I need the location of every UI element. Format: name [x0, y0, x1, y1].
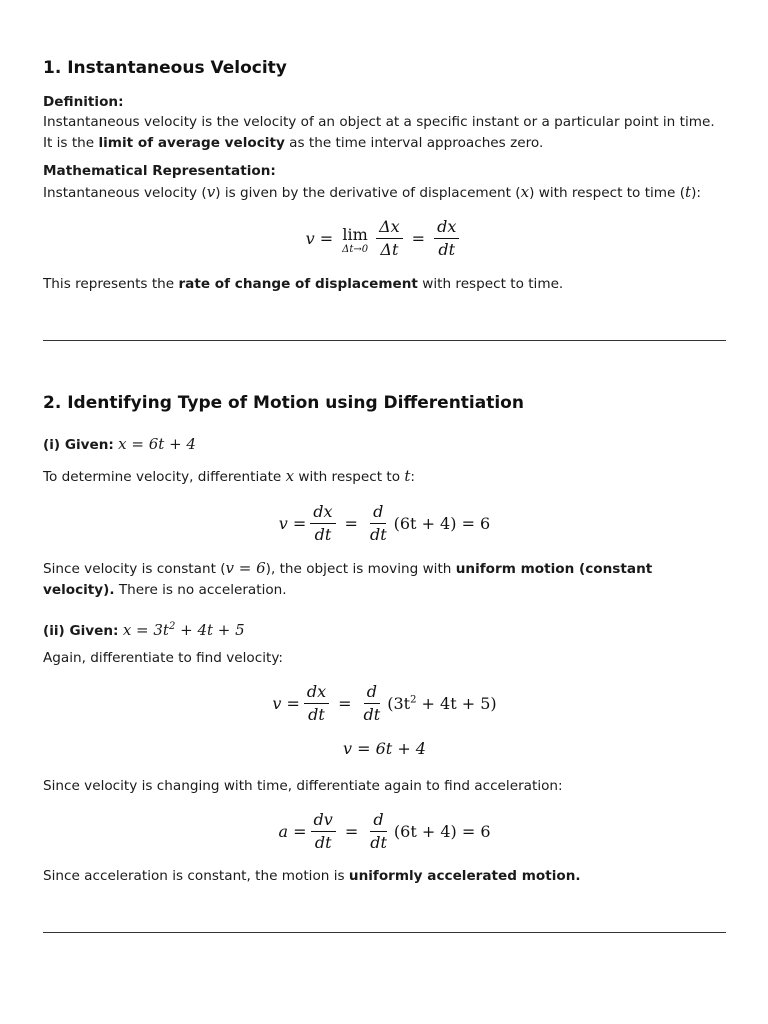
- diff-var-x: x: [285, 467, 295, 485]
- limit-label: lim: [342, 224, 368, 244]
- eq4-fraction-2: [367, 811, 390, 852]
- section-divider-1: [43, 340, 726, 341]
- given-1-expression: x = 6t + 4: [118, 435, 196, 453]
- eq-lhs: v: [305, 228, 315, 248]
- math-representation-text: [43, 182, 726, 204]
- limit-subscript: Δt→0: [342, 243, 369, 255]
- eq4-equals: =: [344, 821, 359, 841]
- derivative-fraction: [434, 218, 459, 259]
- eq1-denominator-1: dt: [314, 524, 332, 544]
- definition-bold: limit of average velocity: [98, 135, 285, 151]
- given-2-expression: [123, 621, 245, 639]
- definition-text-a: Instantaneous velocity is the velocity of an object at a specific instant or a particular point in time. It is the: [43, 114, 715, 151]
- eq1-rhs: (6t + 4) = 6: [393, 513, 491, 533]
- eq2-numerator-2: d: [364, 683, 380, 704]
- eq2-numerator-1: dx: [304, 683, 329, 704]
- math-var-x: x: [520, 183, 530, 201]
- definition-label: Definition:: [43, 94, 124, 110]
- uniform-acceleration-text: [43, 866, 581, 887]
- eq1-equals: =: [344, 513, 358, 533]
- eq4-numerator-1: dv: [311, 811, 336, 832]
- diff-text-b: with respect to: [294, 469, 405, 485]
- const-bold: uniform motion (constant velocity).: [43, 561, 653, 598]
- again-instruction: Again, differentiate to find velocity:: [43, 650, 283, 666]
- section-1-title: 1. Instantaneous Velocity: [43, 58, 287, 78]
- eq4-numerator-2: d: [370, 811, 386, 832]
- diff-text-a: To determine velocity, differentiate: [43, 469, 286, 485]
- eq4-denominator-2: dt: [370, 832, 387, 852]
- definition-text: [43, 112, 726, 154]
- acceleration-instruction: Since velocity is changing with time, differentiate again to find acceleration:: [43, 778, 563, 794]
- diff-text-c: :: [410, 469, 416, 485]
- math-var-v: v: [206, 183, 216, 201]
- velocity-result-equation: [43, 737, 726, 759]
- eq4-rhs: (6t + 4) = 6: [393, 821, 491, 841]
- eq2-fraction-2: [361, 683, 384, 724]
- math-text-a: Instantaneous velocity (: [43, 185, 207, 201]
- eq2-equals: =: [338, 693, 352, 713]
- definition-text-b: as the time interval approaches zero.: [284, 135, 544, 151]
- constant-velocity-text: [43, 558, 726, 601]
- given-2: [43, 616, 245, 642]
- const-expression: v = 6: [225, 559, 266, 577]
- eq-equals-1: =: [319, 228, 334, 248]
- eq2-rhs: [387, 694, 496, 713]
- section-divider-2: [43, 932, 726, 933]
- eq2-rhs-b: + 4t + 5): [416, 693, 497, 713]
- eq2-lhs: v =: [272, 693, 300, 713]
- rate-bold: rate of change of displacement: [178, 276, 418, 292]
- const-text-a: Since velocity is constant (: [43, 561, 226, 577]
- math-text-c: ) with respect to time (: [529, 185, 686, 201]
- given-2-label: (ii) Given:: [43, 623, 119, 639]
- eq3-text: v = 6t + 4: [343, 738, 426, 758]
- limit-operator: [342, 222, 368, 255]
- given-2-expr-a: x = 3t: [122, 621, 169, 639]
- eq2-rhs-superscript: 2: [410, 694, 417, 706]
- diff-var-t: t: [404, 467, 411, 485]
- eq4-lhs: a =: [278, 821, 307, 841]
- given-2-superscript: 2: [168, 621, 176, 632]
- eq1-fraction-1: [310, 503, 335, 544]
- eq4-fraction-1: [311, 811, 336, 852]
- math-var-t: t: [685, 183, 692, 201]
- math-representation-label: Mathematical Representation:: [43, 163, 276, 179]
- eq4-denominator-1: dt: [314, 832, 332, 852]
- given-2-expr-b: + 4t + 5: [175, 621, 245, 639]
- eq1-lhs: v =: [278, 513, 307, 533]
- accel-text-a: Since acceleration is constant, the motion is: [43, 868, 349, 884]
- differentiate-instruction: [43, 466, 415, 488]
- math-text-b: ) is given by the derivative of displacement (: [215, 185, 521, 201]
- eq2-denominator-2: dt: [363, 704, 381, 724]
- section-2-title: 2. Identifying Type of Motion using Differentiation: [43, 393, 524, 413]
- rate-text-a: This represents the: [43, 276, 179, 292]
- delta-fraction-numerator: Δx: [376, 218, 403, 239]
- derivative-denominator: dt: [438, 239, 456, 259]
- eq2-fraction-1: [304, 683, 329, 724]
- eq1-numerator-1: dx: [310, 503, 335, 524]
- delta-fraction-denominator: Δt: [380, 239, 399, 259]
- accel-bold: uniformly accelerated motion.: [348, 868, 581, 884]
- eq1-denominator-2: dt: [369, 524, 387, 544]
- velocity-equation-1: [43, 499, 726, 547]
- derivative-numerator: dx: [434, 218, 459, 239]
- eq2-denominator-1: dt: [308, 704, 325, 724]
- given-1-label: (i) Given:: [43, 437, 114, 453]
- rate-of-change-text: [43, 274, 563, 295]
- eq-equals-2: =: [411, 228, 426, 248]
- eq1-numerator-2: d: [370, 503, 386, 524]
- const-text-b: ), the object is moving with: [265, 561, 456, 577]
- eq1-fraction-2: [367, 503, 390, 544]
- delta-fraction: [376, 218, 403, 259]
- given-1: [43, 434, 196, 456]
- acceleration-equation: [43, 807, 726, 855]
- const-text-c: There is no acceleration.: [114, 582, 287, 598]
- rate-text-b: with respect to time.: [417, 276, 564, 292]
- velocity-equation-2: [43, 679, 726, 727]
- instantaneous-velocity-equation: [43, 214, 726, 262]
- eq2-rhs-a: (3t: [387, 693, 411, 713]
- math-text-d: ):: [691, 185, 701, 201]
